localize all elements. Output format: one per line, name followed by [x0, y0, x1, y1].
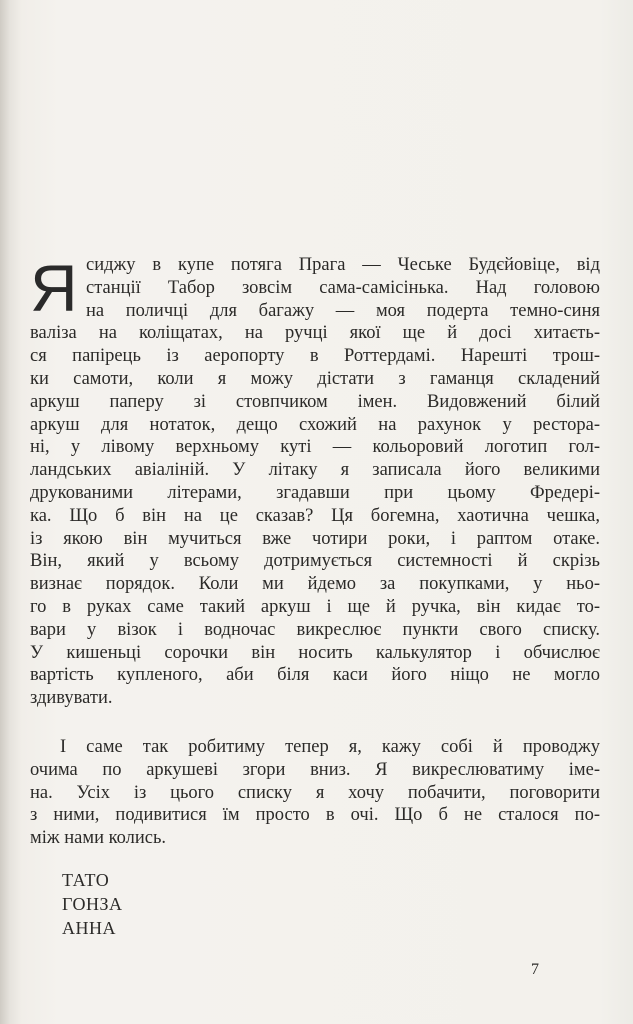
text-line: на поличці для багажу — моя подерта темно-синя — [86, 300, 600, 321]
body-text — [30, 254, 600, 850]
text-line: визнає порядок. Коли ми йдемо за покупками, у ньо- — [30, 574, 600, 595]
text-line: сиджу в купе потяга Прага — Чеське Будєйовіце, від — [86, 255, 600, 275]
paragraph-1 — [30, 254, 600, 710]
text-line: У кишеньці сорочки він носить калькулятор і обчислює — [30, 642, 600, 663]
text-line: го в руках саме такий аркуш і ще й ручка, він кидає то- — [30, 596, 600, 617]
text-line: ся папірець із аеропорту в Роттердамі. Нарешті трош- — [30, 346, 600, 367]
text-line: ландських авіаліній. У літаку я записала його великими — [30, 460, 600, 481]
text-line: вари у візок і водночас викреслює пункти свого списку. — [30, 619, 600, 640]
text-line: з ними, подивитися їм просто в очі. Що б не сталося по- — [30, 805, 600, 826]
text-line: друкованими літерами, згадавши при цьому Фредері- — [30, 482, 600, 503]
text-line: І саме так робитиму тепер я, кажу собі й проводжу — [60, 736, 600, 757]
text-line: аркуш для нотаток, дещо схожий на рахунок у рестора- — [30, 414, 600, 435]
text-line: ка. Що б він на це сказав? Ця богемна, хаотична чешка, — [30, 505, 600, 526]
list-item: ГОНЗА — [62, 894, 123, 914]
text-line: Він, який у всьому дотримується системності й скрізь — [30, 551, 600, 572]
text-line: валіза на коліщатах, на ручці якої ще й досі хитаєть- — [30, 323, 600, 344]
text-line: із якою він мучиться вже чотири роки, і раптом отаке. — [30, 528, 600, 549]
text-line: вартість купленого, аби біля каси його ніщо не могло — [30, 665, 600, 686]
text-line: станції Табор зовсім сама-самісінька. Над головою — [86, 277, 600, 298]
paragraph-2 — [30, 736, 600, 850]
page-number: 7 — [531, 961, 539, 978]
text-line: аркуш паперу зі стовпчиком імен. Видовжений білий — [30, 391, 600, 412]
list-item: ТАТО — [62, 870, 110, 890]
text-line: очима по аркушеві згори вниз. Я викреслюватиму іме- — [30, 759, 600, 780]
names-list — [62, 868, 122, 940]
text-line: ки самоти, коли я можу дістати з гаманця складений — [30, 368, 600, 389]
text-line: на. Усіх із цього списку я хочу побачити, поговорити — [30, 782, 600, 803]
text-line: здивувати. — [30, 688, 113, 709]
list-item: АННА — [62, 918, 116, 938]
text-line: ні, у лівому верхньому куті — кольоровий логотип гол- — [30, 437, 600, 458]
text-line: між нами колись. — [30, 828, 167, 849]
drop-cap: Я — [30, 254, 78, 322]
